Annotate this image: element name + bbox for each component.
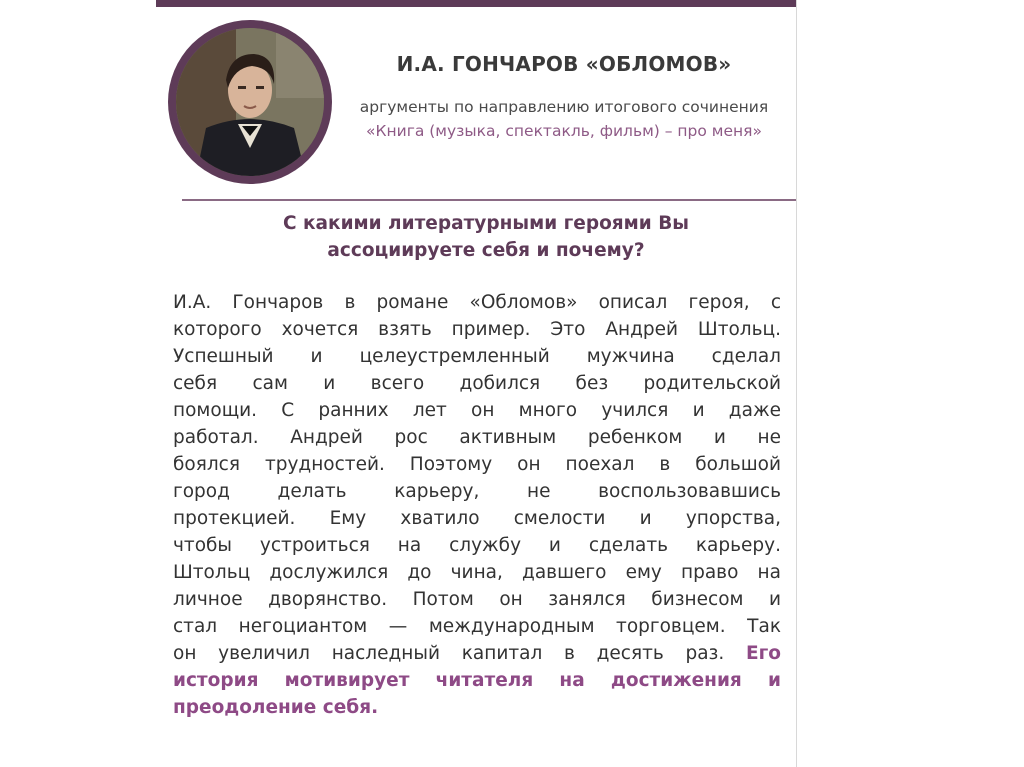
question-heading xyxy=(196,210,776,264)
subtitle-text: аргументы по направлению итогового сочинения xyxy=(359,98,769,116)
paragraph-line: боялся трудностей. Поэтому он поехал в большой xyxy=(173,454,781,475)
highlight-text: Его xyxy=(745,643,781,664)
essay-paragraph xyxy=(173,289,781,721)
paragraph-line: которого хочется взять пример. Это Андрей Штольц. xyxy=(173,319,781,340)
author-portrait xyxy=(176,28,324,176)
paragraph-line: работал. Андрей рос активным ребенком и не xyxy=(173,427,781,448)
paragraph-line: чтобы устроиться на службу и сделать карьеру. xyxy=(173,535,781,556)
paragraph-line: личное дворянство. Потом он занялся бизнесом и xyxy=(173,589,781,610)
question-line: С какими литературными героями Вы xyxy=(282,213,690,234)
paragraph-line: помощи. С ранних лет он много учился и даже xyxy=(173,400,781,421)
top-accent-bar xyxy=(156,0,796,7)
question-line: ассоциируете себя и почему? xyxy=(327,240,645,261)
paragraph-line: себя сам и всего добился без родительской xyxy=(173,373,781,394)
paragraph-line: Успешный и целеустремленный мужчина сделал xyxy=(173,346,781,367)
slide-page xyxy=(156,0,797,767)
paragraph-line xyxy=(173,640,781,667)
paragraph-line: Штольц дослужился до чина, давшего ему право на xyxy=(173,562,781,583)
paragraph-text: он увеличил наследный капитал в десять раз. xyxy=(173,643,746,664)
page-subtitle xyxy=(354,95,774,143)
page-title: И.А. ГОНЧАРОВ «ОБЛОМОВ» xyxy=(396,52,732,76)
section-divider xyxy=(182,199,796,201)
paragraph-line: город делать карьеру, не воспользовавшись xyxy=(173,481,781,502)
highlight-line: история мотивирует читателя на достижения и xyxy=(173,670,781,691)
paragraph-line: протекцией. Ему хватило смелости и упорства, xyxy=(173,508,781,529)
highlight-line: преодоление себя. xyxy=(173,697,379,718)
subtitle-accent: «Книга (музыка, спектакль, фильм) – про меня» xyxy=(366,122,762,140)
paragraph-line: И.А. Гончаров в романе «Обломов» описал героя, с xyxy=(173,292,781,313)
paragraph-line: стал негоциантом — международным торговцем. Так xyxy=(173,616,781,637)
